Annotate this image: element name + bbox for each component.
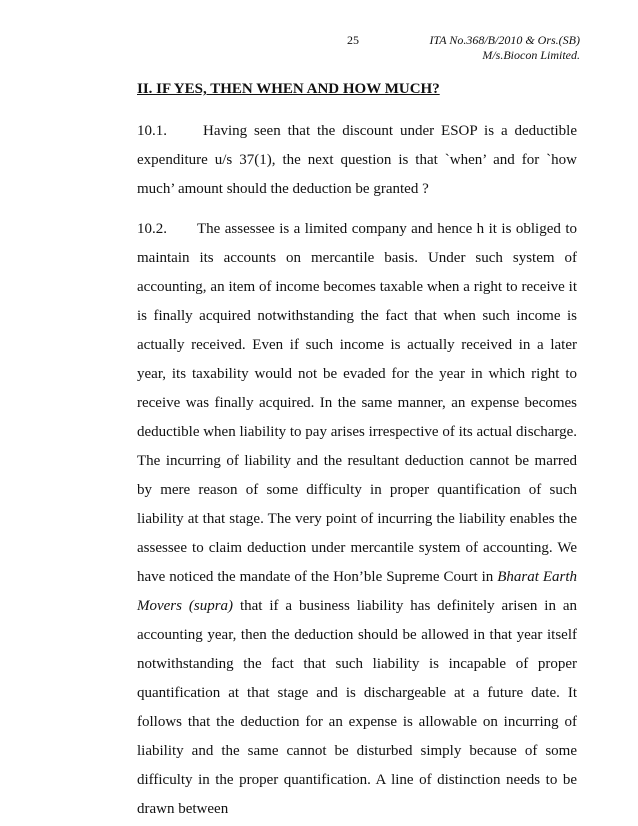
case-number: ITA No.368/B/2010 & Ors.(SB) [429,33,580,47]
paragraph-text-part-1: The assessee is a limited company and hence h it is obliged to maintain its accounts on mercantile basis. Under such system of accounting, an item of income becomes taxable when a right to receive it is finally acquired notwithstanding the fact that when such income is actually received. Even if such income is actually received in a later year, its taxability would not be evaded for the year in which right to receive was finally acquired. In the same manner, an expense becomes deductible when liability to pay arises irrespective of its actual discharge. The incurring of liability and the resultant deduction cannot be marred by mere reason of some difficulty in proper quantification of such liability at that stage. The very point of incurring the liability enables the assessee to claim deduction under mercantile system of accounting. We have noticed the mandate of the Hon’ble Supreme Court in [137,221,577,585]
paragraph-10-2 [137,215,577,824]
case-reference [429,33,580,63]
paragraph-text-part-2: that if a business liability has definitely arisen in an accounting year, then the deduction should be allowed in that year itself notwithstanding the fact that such liability is incapable of proper quantification at that stage and is dischargeable at a future date. It follows that the deduction for an expense is allowable on incurring of liability and the same cannot be disturbed simply because of some difficulty in the proper quantification. A line of distinction needs to be drawn between [137,598,578,817]
paragraph-text: Having seen that the discount under ESOP is a deductible expenditure u/s 37(1), the next question is that `when’ and for `how much’ amount should the deduction be granted ? [137,123,577,197]
paragraph-10-1 [137,117,577,204]
paragraph-number: 10.2. [137,221,167,237]
party-name: M/s.Biocon Limited. [482,48,580,62]
paragraph-number: 10.1. [137,123,167,139]
case-citation: Bharat Earth Movers (supra) [137,569,578,614]
section-heading: II. IF YES, THEN WHEN AND HOW MUCH? [137,81,440,97]
page-number: 25 [347,33,359,47]
